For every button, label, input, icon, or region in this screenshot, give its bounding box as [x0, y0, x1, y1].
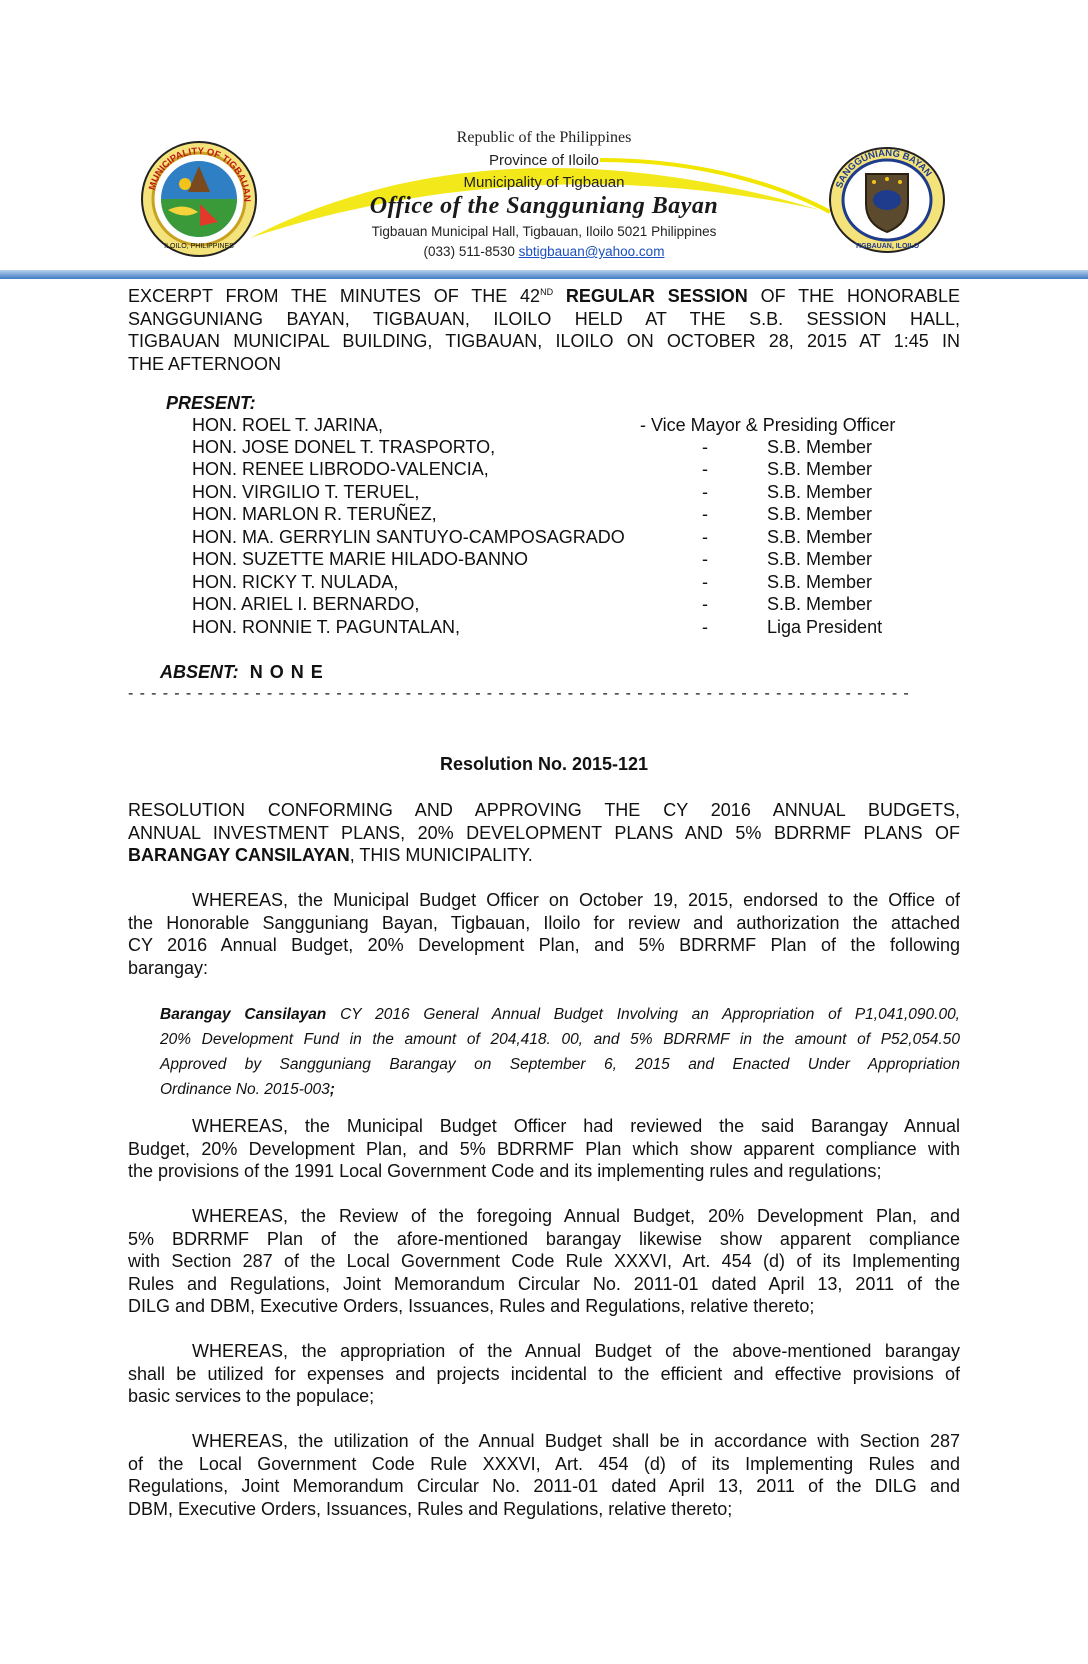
sangguniang-seal-ring	[828, 146, 946, 254]
member-row	[192, 482, 952, 505]
member-row	[192, 459, 952, 482]
municipal-seal-ring	[140, 140, 258, 258]
municipal-seal-text: MUNICIPALITY OF TIGBAUAN	[146, 145, 253, 202]
absent-line	[160, 662, 324, 683]
member-dash: -	[702, 572, 708, 592]
excerpt-line-3: TIGBAUAN MUNICIPAL BUILDING, TIGBAUAN, ILOILO ON OCTOBER 28, 2015 AT 1:45 IN	[128, 331, 960, 351]
absent-label: ABSENT:	[160, 662, 239, 682]
member-dash: -	[702, 617, 708, 637]
member-name: HON. RONNIE T. PAGUNTALAN,	[192, 617, 461, 637]
member-name: HON. SUZETTE MARIE HILADO-BANNO	[192, 549, 529, 569]
resolution-number: Resolution No. 2015-121	[439, 754, 649, 774]
sangguniang-seal	[828, 146, 946, 254]
svg-text:MUNICIPALITY OF TIGBAUAN	[147, 146, 252, 202]
member-dash: -	[702, 437, 708, 457]
member-row	[192, 437, 952, 460]
member-position: S.B. Member	[767, 527, 873, 547]
member-row	[192, 415, 952, 438]
paragraph-line: of the Local Government Code Rule XXXVI, Art. 454 (d) of its Implementing Rules and	[128, 1453, 960, 1474]
member-row	[192, 527, 952, 550]
paragraph-line: DILG and DBM, Executive Orders, Issuances, Rules and Regulations, relative thereto;	[128, 1296, 815, 1316]
member-row	[192, 617, 952, 640]
paragraph-line: 5% BDRRMF Plan of the afore-mentioned barangay likewise show apparent compliance	[128, 1228, 960, 1249]
member-dash: -	[702, 482, 708, 502]
member-position: S.B. Member	[767, 572, 873, 592]
contact-line	[300, 244, 788, 259]
member-dash: -	[702, 594, 708, 614]
paragraph-line: Regulations, Joint Memorandum Circular No. 2011-01 dated April 13, 2011 of the DILG and	[128, 1476, 960, 1496]
member-name: HON. RENEE LIBRODO-VALENCIA,	[192, 459, 489, 479]
paragraph-line: the Honorable Sangguniang Bayan, Tigbauan, Iloilo for review and authorization the attached	[128, 912, 960, 933]
member-row	[192, 594, 952, 617]
member-position: S.B. Member	[767, 459, 873, 479]
office-title: Office of the Sangguniang Bayan	[369, 193, 719, 219]
whereas-paragraph-1	[128, 889, 960, 979]
member-name: HON. ARIEL I. BERNARDO,	[192, 594, 420, 614]
paragraph-line: WHEREAS, the utilization of the Annual Budget shall be in accordance with Section 287	[192, 1431, 960, 1451]
member-position: S.B. Member	[767, 437, 873, 457]
paragraph-line: the provisions of the 1991 Local Government Code and its implementing rules and regulations;	[128, 1161, 882, 1181]
paragraph-line: WHEREAS, the Municipal Budget Officer on October 19, 2015, endorsed to the Office of	[192, 890, 960, 910]
paragraph-line: basic services to the populace;	[128, 1386, 375, 1406]
svg-text:SANGGUNIANG BAYAN	[834, 148, 934, 190]
paragraph-line: WHEREAS, the Municipal Budget Officer had reviewed the said Barangay Annual	[192, 1116, 960, 1136]
member-position: - Vice Mayor & Presiding Officer	[640, 415, 896, 435]
sangguniang-seal-text: SANGGUNIANG BAYAN	[833, 147, 934, 190]
sangguniang-seal-bottom-text: TIGBAUAN, ILOILO	[854, 243, 920, 250]
whereas-paragraph-2	[128, 1115, 960, 1183]
municipal-seal-bottom-text: ILOILO, PHILIPPINES	[164, 243, 234, 250]
separator-line: - - - - - - - - - - - - - - - - - - - - - - - - - - - - - - - - - - - - - - - - - - - - - - - - - - - - - - - - - - - - - - - - - - - -	[128, 685, 910, 702]
member-name: HON. VIRGILIO T. TERUEL,	[192, 482, 420, 502]
member-dash: -	[702, 527, 708, 547]
member-name: HON. JOSE DONEL T. TRASPORTO,	[192, 437, 496, 457]
resolution-title-line: ANNUAL INVESTMENT PLANS, 20% DEVELOPMENT PLANS AND 5% BDRRMF PLANS OF	[128, 822, 960, 843]
block-line: Ordinance No. 2015-003;	[160, 1081, 335, 1098]
header-rule	[0, 270, 1088, 279]
block-line: 20% Development Fund in the amount of 204,418. 00, and 5% BDRRMF in the amount of P52,054.50	[160, 1031, 960, 1048]
paragraph-line: CY 2016 Annual Budget, 20% Development Plan, and 5% BDRRMF Plan of the following	[128, 935, 960, 955]
paragraph-line: barangay:	[128, 957, 209, 978]
member-row	[192, 504, 952, 527]
block-line: Barangay Cansilayan CY 2016 General Annual Budget Involving an Appropriation of P1,041,090.00,	[160, 1006, 960, 1023]
email-link[interactable]: sbtigbauan@yahoo.com	[518, 244, 665, 259]
excerpt-line-1: EXCERPT FROM THE MINUTES OF THE 42ND REGULAR SESSION OF THE HONORABLE	[128, 286, 960, 306]
member-row	[192, 572, 952, 595]
member-position: S.B. Member	[767, 549, 873, 569]
paragraph-line: Rules and Regulations, Joint Memorandum Circular No. 2011-01 dated April 13, 2011 of the	[128, 1273, 960, 1294]
member-position: S.B. Member	[767, 594, 873, 614]
paragraph-line: WHEREAS, the Review of the foregoing Annual Budget, 20% Development Plan, and	[192, 1206, 960, 1226]
whereas-paragraph-5	[128, 1430, 960, 1520]
paragraph-line: with Section 287 of the Local Government Code Rule XXXVI, Art. 454 (d) of its Implementing	[128, 1251, 960, 1271]
member-position: S.B. Member	[767, 504, 873, 524]
resolution-title-line: BARANGAY CANSILAYAN, THIS MUNICIPALITY.	[128, 845, 533, 865]
phone-number: (033) 511-8530	[423, 244, 515, 259]
member-row	[192, 549, 952, 572]
member-name: HON. ROEL T. JARINA,	[192, 415, 384, 435]
address-line: Tigbauan Municipal Hall, Tigbauan, Iloilo 5021 Philippines	[371, 224, 717, 239]
member-dash: -	[702, 504, 708, 524]
excerpt-line-2: SANGGUNIANG BAYAN, TIGBAUAN, ILOILO HELD AT THE S.B. SESSION HALL,	[128, 308, 960, 329]
present-label: PRESENT:	[166, 393, 256, 413]
excerpt-line-4: THE AFTERNOON	[128, 353, 282, 374]
whereas-paragraph-4	[128, 1340, 960, 1408]
province-line: Province of Iloilo	[488, 152, 600, 169]
member-name: HON. RICKY T. NULADA,	[192, 572, 399, 592]
paragraph-line: shall be utilized for expenses and projects incidental to the efficient and effective provisions of	[128, 1363, 960, 1384]
member-position: S.B. Member	[767, 482, 873, 502]
paragraph-line: Budget, 20% Development Plan, and 5% BDRRMF Plan which show apparent compliance with	[128, 1138, 960, 1159]
barangay-budget-block	[160, 1002, 960, 1102]
paragraph-line: DBM, Executive Orders, Issuances, Rules and Regulations, relative thereto;	[128, 1498, 733, 1519]
municipal-seal	[140, 140, 258, 258]
member-dash: -	[702, 549, 708, 569]
member-name: HON. MARLON R. TERUÑEZ,	[192, 504, 437, 524]
republic-line: Republic of the Philippines	[456, 129, 632, 146]
whereas-paragraph-3	[128, 1205, 960, 1318]
absent-value: N O N E	[249, 662, 324, 682]
municipality-line: Municipality of Tigbauan	[463, 174, 625, 191]
excerpt-paragraph	[128, 281, 960, 375]
member-dash: -	[702, 459, 708, 479]
member-position: Liga President	[767, 617, 883, 637]
resolution-title-line: RESOLUTION CONFORMING AND APPROVING THE CY 2016 ANNUAL BUDGETS,	[128, 800, 960, 820]
paragraph-line: WHEREAS, the appropriation of the Annual Budget of the above-mentioned barangay	[192, 1341, 960, 1361]
resolution-title	[128, 799, 960, 867]
block-line: Approved by Sangguniang Barangay on September 6, 2015 and Enacted Under Appropriation	[160, 1056, 960, 1073]
member-name: HON. MA. GERRYLIN SANTUYO-CAMPOSAGRADO	[192, 527, 625, 547]
